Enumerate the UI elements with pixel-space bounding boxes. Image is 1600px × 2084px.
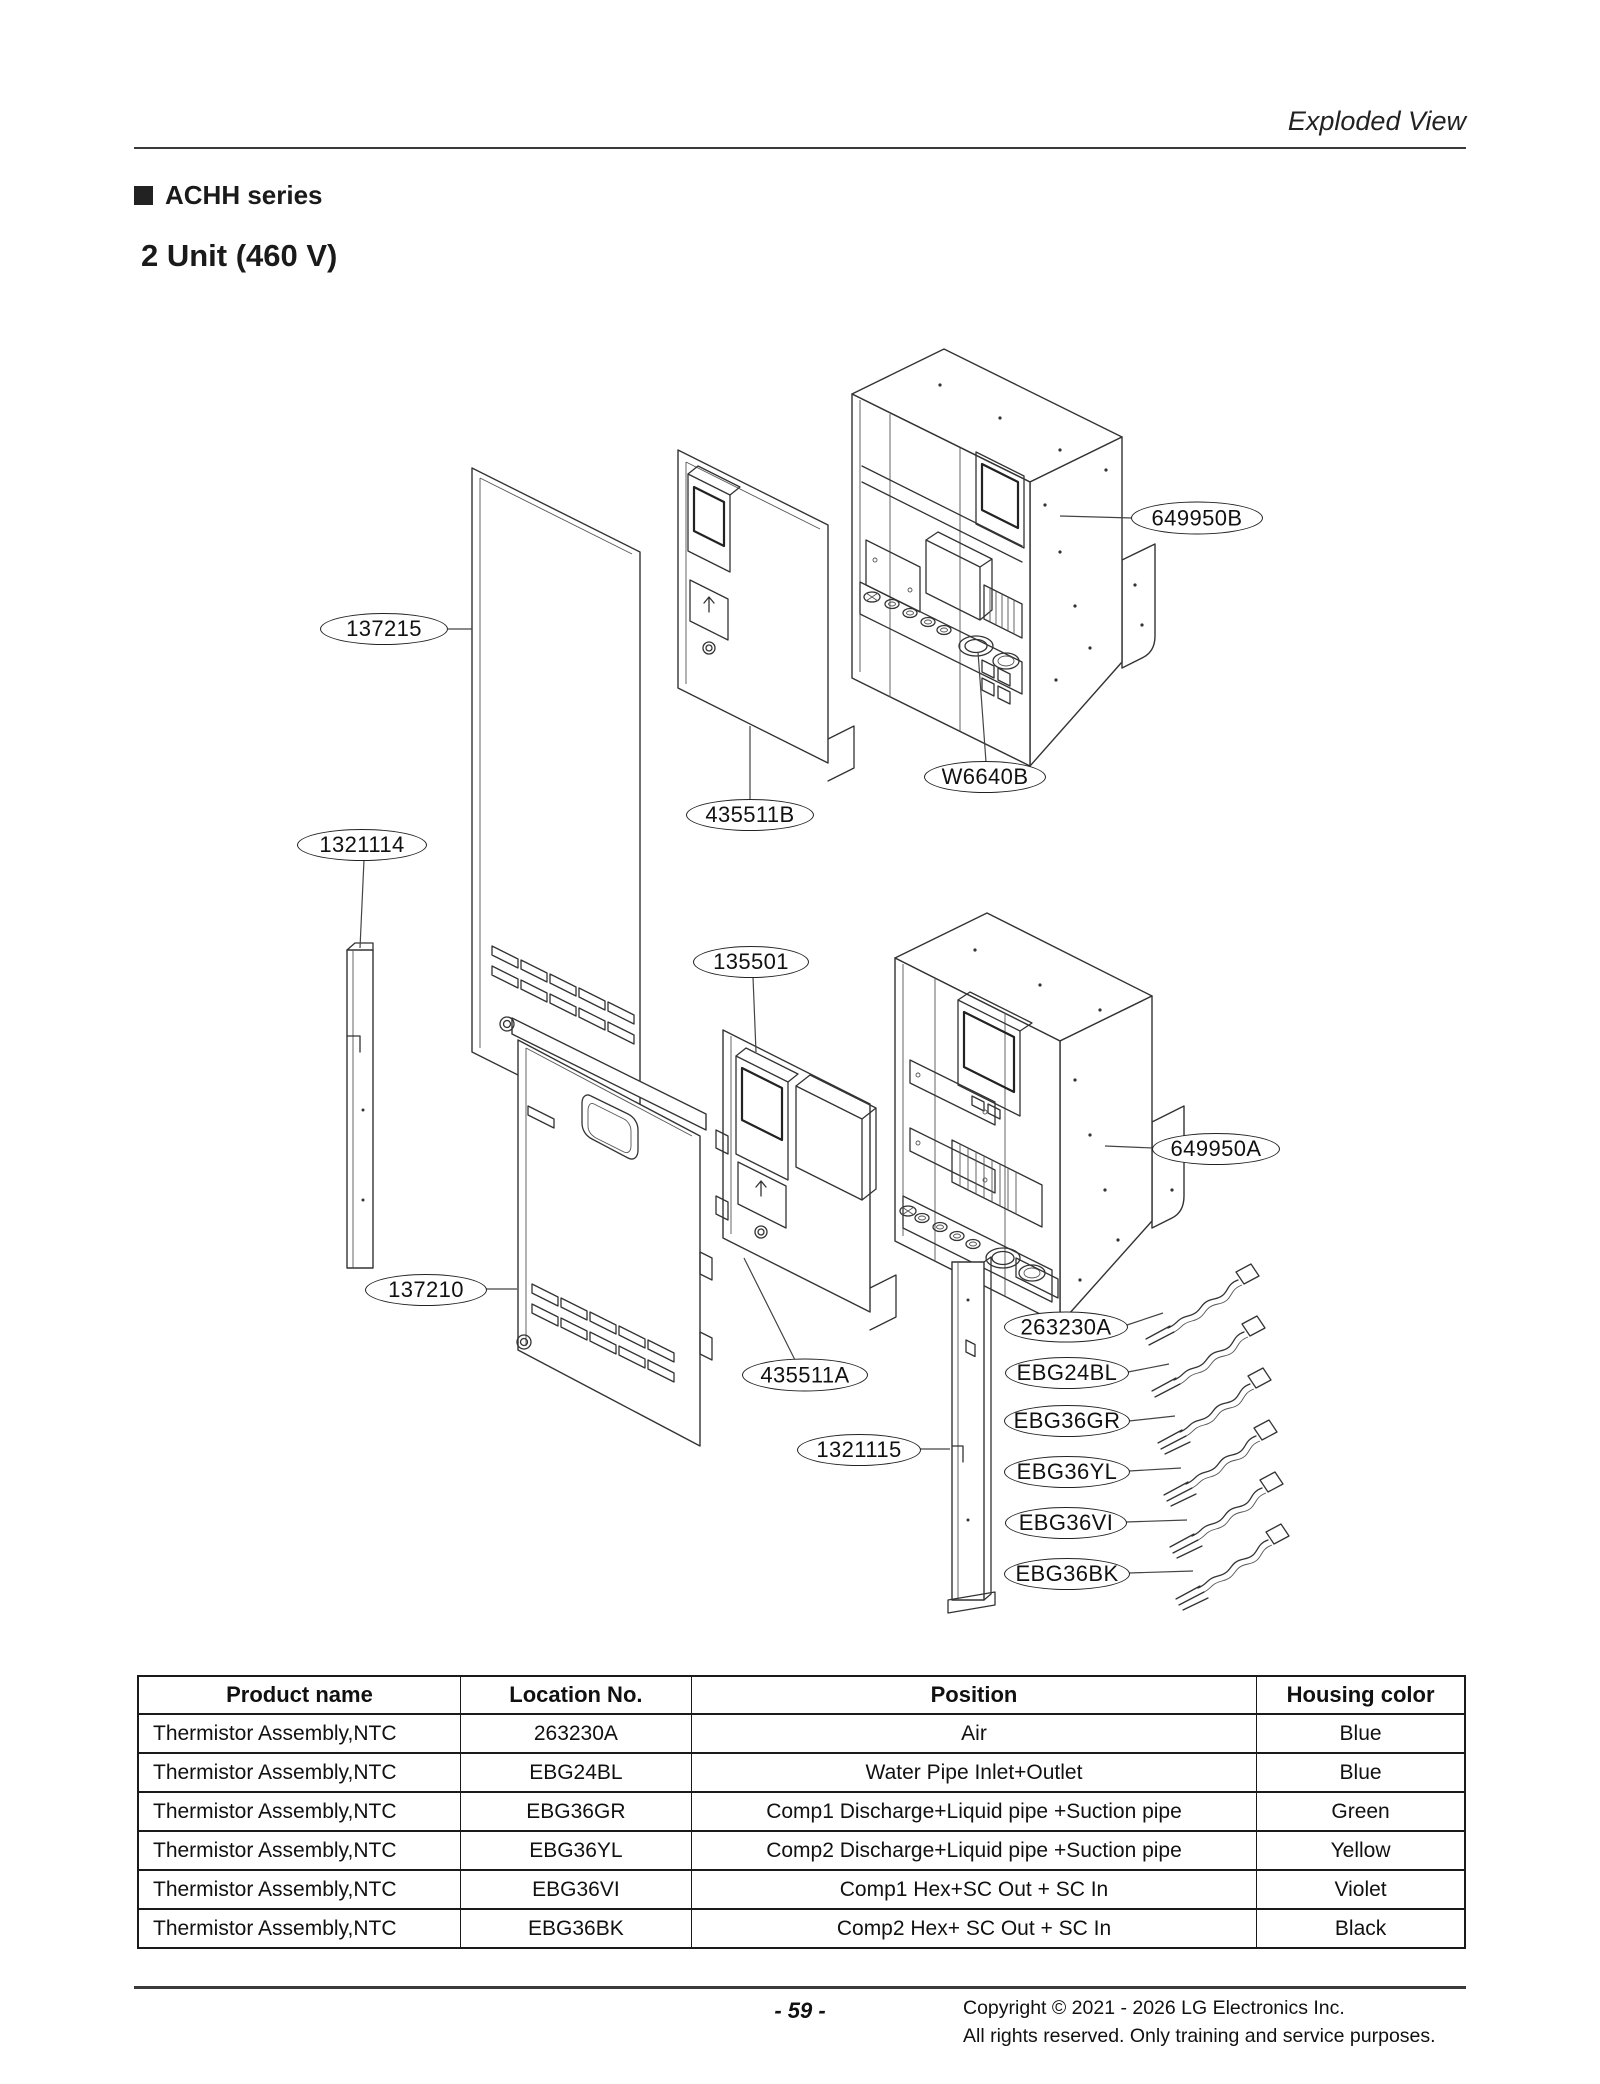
col-header-housing: Housing color bbox=[1257, 1676, 1465, 1714]
part-control-box-cabinet-649950A bbox=[895, 913, 1184, 1324]
part-thermistor-EBG36VI bbox=[1170, 1472, 1283, 1558]
part-control-box-cabinet-649950B bbox=[852, 349, 1155, 766]
cell-position: Water Pipe Inlet+Outlet bbox=[691, 1753, 1256, 1792]
cell-location: EBG36YL bbox=[460, 1831, 691, 1870]
cell-location: 263230A bbox=[460, 1714, 691, 1753]
col-header-location: Location No. bbox=[460, 1676, 691, 1714]
cell-location: EBG36VI bbox=[460, 1870, 691, 1909]
callout-W6640B: W6640B bbox=[924, 761, 1046, 793]
cell-housing: Violet bbox=[1257, 1870, 1465, 1909]
cell-product: Thermistor Assembly,NTC bbox=[138, 1831, 460, 1870]
table-row bbox=[138, 1831, 1465, 1870]
copyright-line2: All rights reserved. Only training and service purposes. bbox=[963, 2024, 1436, 2047]
cell-location: EBG24BL bbox=[460, 1753, 691, 1792]
parts-table bbox=[137, 1675, 1466, 1949]
table-row bbox=[138, 1870, 1465, 1909]
cell-product: Thermistor Assembly,NTC bbox=[138, 1909, 460, 1948]
cell-product: Thermistor Assembly,NTC bbox=[138, 1870, 460, 1909]
callout-1321115: 1321115 bbox=[797, 1434, 921, 1466]
cell-position: Comp1 Discharge+Liquid pipe +Suction pipe bbox=[691, 1792, 1256, 1831]
table-row bbox=[138, 1753, 1465, 1792]
cell-position: Comp2 Hex+ SC Out + SC In bbox=[691, 1909, 1256, 1948]
callout-EBG36YL: EBG36YL bbox=[1004, 1456, 1130, 1488]
unit-heading: 2 Unit (460 V) bbox=[141, 238, 338, 273]
cell-position: Comp1 Hex+SC Out + SC In bbox=[691, 1870, 1256, 1909]
footer-rule bbox=[134, 1986, 1466, 1989]
cell-housing: Black bbox=[1257, 1909, 1465, 1948]
cell-location: EBG36BK bbox=[460, 1909, 691, 1948]
table-header-row bbox=[138, 1676, 1465, 1714]
callout-435511B: 435511B bbox=[686, 799, 814, 831]
col-header-product: Product name bbox=[138, 1676, 460, 1714]
copyright-line1: Copyright © 2021 - 2026 LG Electronics Inc. bbox=[963, 1997, 1345, 2019]
col-header-position: Position bbox=[691, 1676, 1256, 1714]
copyright-block bbox=[963, 1995, 1436, 2050]
table-row bbox=[138, 1714, 1465, 1753]
part-thermistor-EBG36YL bbox=[1164, 1420, 1277, 1506]
part-thermistor-EBG36BK bbox=[1176, 1524, 1289, 1610]
callout-649950A: 649950A bbox=[1152, 1133, 1280, 1165]
part-thermistor-EBG36GR bbox=[1158, 1368, 1271, 1454]
callout-135501: 135501 bbox=[693, 946, 809, 978]
cell-housing: Green bbox=[1257, 1792, 1465, 1831]
callout-435511A: 435511A bbox=[742, 1359, 868, 1392]
callout-137210: 137210 bbox=[365, 1274, 487, 1306]
callout-263230A: 263230A bbox=[1004, 1312, 1128, 1343]
callout-1321114: 1321114 bbox=[297, 829, 427, 861]
cell-housing: Blue bbox=[1257, 1714, 1465, 1753]
part-side-panel-435511A bbox=[716, 1030, 896, 1330]
page-number: - 59 - bbox=[774, 1998, 826, 2023]
part-front-panel-137215 bbox=[472, 468, 640, 1136]
part-rail-1321114 bbox=[347, 943, 373, 1268]
callout-EBG36BK: EBG36BK bbox=[1004, 1558, 1130, 1590]
cell-product: Thermistor Assembly,NTC bbox=[138, 1753, 460, 1792]
cell-location: EBG36GR bbox=[460, 1792, 691, 1831]
callout-137215: 137215 bbox=[320, 613, 448, 645]
cell-position: Air bbox=[691, 1714, 1256, 1753]
callout-649950B: 649950B bbox=[1131, 502, 1263, 535]
cell-housing: Yellow bbox=[1257, 1831, 1465, 1870]
cell-product: Thermistor Assembly,NTC bbox=[138, 1714, 460, 1753]
callout-EBG36VI: EBG36VI bbox=[1005, 1507, 1127, 1539]
cell-position: Comp2 Discharge+Liquid pipe +Suction pipe bbox=[691, 1831, 1256, 1870]
cell-product: Thermistor Assembly,NTC bbox=[138, 1792, 460, 1831]
table-row bbox=[138, 1792, 1465, 1831]
table-row bbox=[138, 1909, 1465, 1948]
cell-housing: Blue bbox=[1257, 1753, 1465, 1792]
page-title: Exploded View bbox=[1287, 106, 1466, 136]
part-side-panel-435511B bbox=[678, 450, 854, 781]
callout-EBG36GR: EBG36GR bbox=[1004, 1405, 1130, 1437]
callout-EBG24BL: EBG24BL bbox=[1005, 1357, 1129, 1389]
series-heading-label: ACHH series bbox=[165, 180, 323, 210]
